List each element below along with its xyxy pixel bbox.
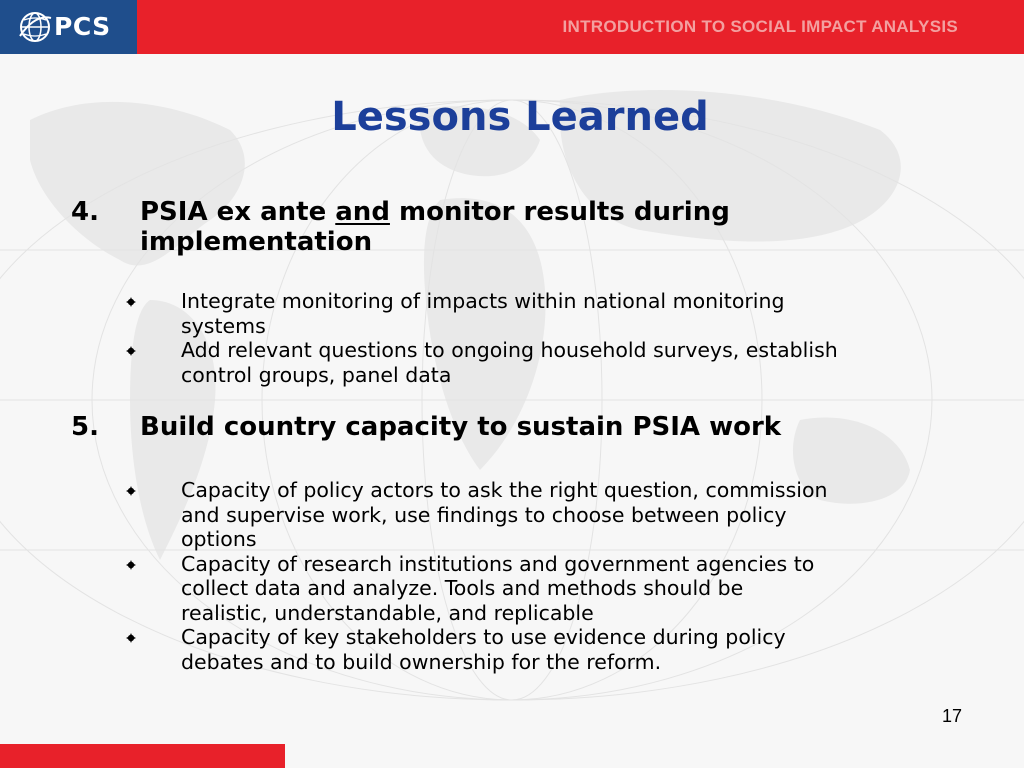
bullet-item [122,478,972,552]
point-5 [71,412,971,444]
header-bar [0,0,1024,54]
point-heading-text: PSIA ex ante [140,197,336,227]
slide-title: Lessons Learned [331,94,709,140]
bullet-item [122,338,972,387]
bullet-line: and supervise work, use findings to choose between policy [181,502,787,527]
bullet-item [122,289,972,338]
point-heading: Build country capacity to sustain PSIA work [140,412,782,442]
point-number: 4. [71,197,99,227]
bullet-line: debates and to build ownership for the reform. [181,649,662,674]
page-number: 17 [941,706,962,726]
bullet-line: systems [181,313,266,338]
point-5-bullets [122,478,972,674]
bullet-line: Capacity of policy actors to ask the right question, commission [181,478,828,502]
bullet-line: options [181,527,257,551]
footer-accent-bar [0,744,285,768]
point-4-bullets [122,289,972,387]
pcs-logo [0,0,137,54]
bullet-icon [126,633,136,643]
bullet-item [122,625,972,674]
point-heading-underlined: and [335,197,390,227]
point-4 [71,197,971,259]
bullet-icon [126,346,136,356]
bullet-line: Add relevant questions to ongoing household surveys, establish [181,338,838,362]
bullet-line: Capacity of key stakeholders to use evidence during policy [181,625,786,649]
bullet-icon [126,297,136,307]
globe-icon [18,10,52,44]
bullet-icon [126,486,136,496]
bullet-line: collect data and analyze. Tools and methods should be [181,576,744,600]
logo-text: PCS [54,12,111,41]
bullet-line: Capacity of research institutions and government agencies to [181,551,815,576]
bullet-item [122,552,972,626]
point-heading [140,197,730,257]
point-number: 5. [71,412,99,442]
point-heading-line2: implementation [140,227,373,257]
header-title: INTRODUCTION TO SOCIAL IMPACT ANALYSIS [562,17,958,36]
point-heading-text-after: monitor results during [389,197,730,227]
bullet-line: realistic, understandable, and replicable [181,600,594,625]
bullet-icon [126,560,136,570]
bullet-line: Integrate monitoring of impacts within national monitoring [181,289,785,313]
bullet-line: control groups, panel data [181,362,452,387]
